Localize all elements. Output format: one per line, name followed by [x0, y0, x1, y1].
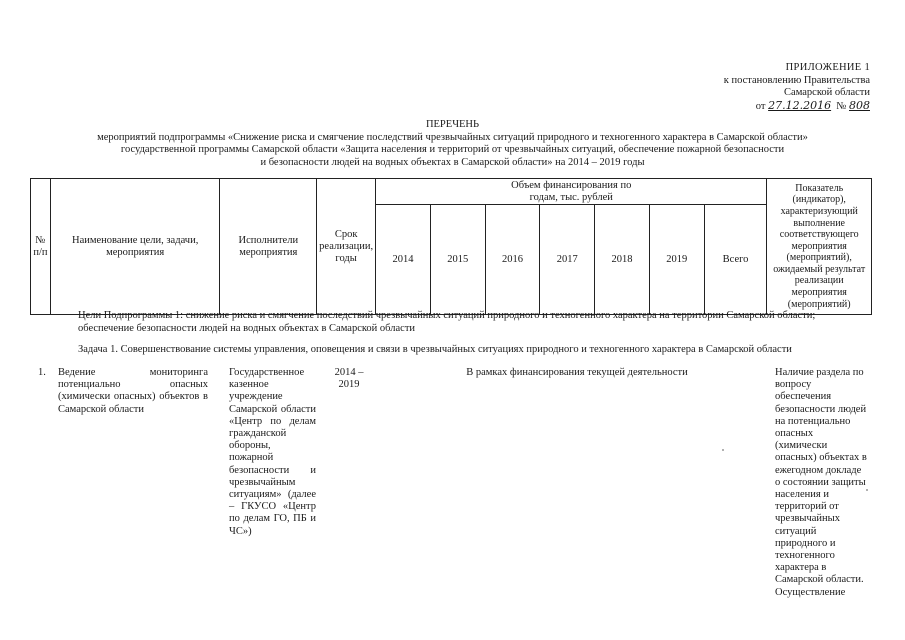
document-title — [0, 119, 905, 169]
handwritten-date: 27.12.2016 — [768, 98, 832, 112]
title-line-1: мероприятий подпрограммы «Снижение риска и смягчение последствий чрезвычайных ситуаций природного и техногенного характера в Самарской области» — [97, 131, 808, 143]
task-text: Задача 1. Совершенствование системы управления, оповещения и связи в чрезвычайных ситуациях природного и техногенного характера в Самарской области — [78, 344, 792, 355]
goal-text: Цели Подпрограммы 1: снижение риска и смягчение последствий чрезвычайных ситуаций природного и техногенного характера на территории Самарской области; обеспечение безопасности людей на водных объектах в Самарской области — [78, 310, 816, 334]
row-activity-name: Ведение мониторинга потенциально опасных (химически опасных) объектов в Самарской области — [58, 367, 208, 415]
title-heading: ПЕРЕЧЕНЬ — [425, 119, 480, 130]
header-indicator: Показатель (индикатор), характеризующий выполнение соответствующего мероприятия (мероприятий), ожидаемый результат реализации мероприятия (мероприятий) — [767, 179, 872, 315]
row-term: 2014 – 2019 — [334, 367, 364, 391]
scan-speck — [866, 489, 868, 491]
scan-speck — [722, 449, 724, 451]
header-executors: Исполнители мероприятия — [220, 179, 317, 315]
header-year: 2019 — [649, 205, 704, 315]
header-term: Срок реализации, годы — [317, 179, 376, 315]
header-name: Наименование цели, задачи, мероприятия — [50, 179, 220, 315]
number-prefix: № — [836, 100, 847, 112]
header-year: 2016 — [485, 205, 540, 315]
date-prefix: от — [755, 100, 766, 112]
header-year: 2018 — [595, 205, 650, 315]
row-number: 1. — [38, 367, 46, 378]
header-total: Всего — [704, 205, 767, 315]
header-financing: Объем финансирования по годам, тыс. рублей — [376, 179, 767, 205]
appendix-block — [670, 62, 870, 113]
row-financing: В рамках финансирования текущей деятельности — [466, 367, 688, 378]
table-header — [30, 178, 872, 315]
title-line-2: государственной программы Самарской области «Защита населения и территорий от чрезвычайных ситуаций, обеспечение пожарной безопасности — [120, 144, 785, 155]
appendix-title: ПРИЛОЖЕНИЕ 1 — [785, 62, 870, 73]
header-year: 2017 — [540, 205, 595, 315]
row-indicator: Наличие раздела по вопросу обеспечения безопасности людей на потенциально опасных (химически опасных) объектах в ежегодном докладе о состоянии защиты населения и территорий от чрезвычайных ситуаций природного и техногенного характера в Самарской области. Осуществление — [775, 367, 867, 598]
appendix-date-line — [670, 100, 870, 114]
header-num: № п/п — [31, 179, 51, 315]
row-executor: Государственное казенное учреждение Самарской области «Центр по делам гражданской обороны, пожарной безопасности и чрезвычайным ситуациям» (далее – ГКУСО «Центр по делам ГО, ПБ и ЧС») — [229, 367, 316, 537]
appendix-decree-line: к постановлению Правительства — [723, 74, 870, 86]
handwritten-number: 808 — [849, 98, 870, 112]
appendix-region-line: Самарской области — [784, 87, 870, 98]
header-year: 2014 — [376, 205, 431, 315]
header-year: 2015 — [430, 205, 485, 315]
title-line-3: и безопасности людей на водных объектах в Самарской области» на 2014 – 2019 годы — [260, 156, 645, 168]
